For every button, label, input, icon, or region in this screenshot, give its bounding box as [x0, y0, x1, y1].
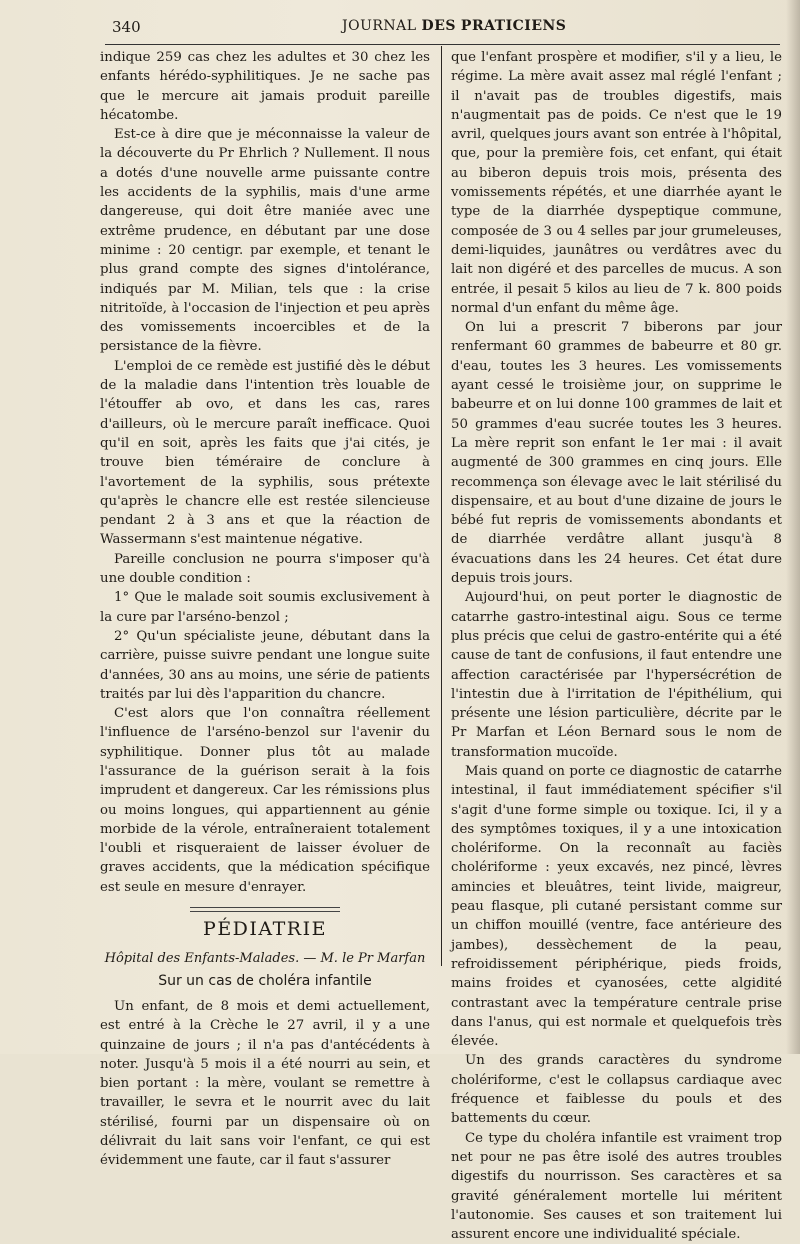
column-divider	[441, 46, 442, 966]
condition-item: 2° Qu'un spécialiste jeune, débutant dans la carrière, puisse suivre pendant une longue suite d'années, 30 ans au moins, une série de patients traités par lui dès l'apparition du chancre.	[100, 628, 430, 702]
page-edge-shadow	[786, 0, 800, 1054]
running-header	[112, 14, 772, 44]
article-title: Sur un cas de choléra infantile	[158, 972, 372, 989]
paragraph: On lui a prescrit 7 biberons par jour renfermant 60 grammes de babeurre et 80 gr. d'eau, toutes les 3 heures. Les vomissements ayant cessé le troisième jour, on supprime le babeurre et on lui donne 100 grammes de lait et 50 grammes d'eau sucrée toutes les 3 heures. La mère reprit son enfant le 1er mai : il avait augmenté de 300 grammes en cinq jours. Elle recommença son élevage avec le lait stérilisé du dispensaire, et au bout d'une dizaine de jours le bébé fut repris de vomissements abondants et de diarrhée verdâtre allant jusqu'à 8 évacuations dans les 24 heures. Cet état dure depuis trois jours.	[451, 320, 782, 587]
paragraph: Ce type du choléra infantile est vraiment trop net pour ne pas être isolé des autres troubles digestifs du nourrisson. Ses caractères et sa gravité généralement mortelle lui méritent l'autonomie. Ses causes et son traitement lui assurent encore une individualité spéciale.	[451, 1130, 782, 1243]
paragraph: C'est alors que l'on connaîtra réellement l'influence de l'arséno-benzol sur l'avenir du syphilitique. Donner plus tôt au malade l'assurance de la guérison serait à la fois imprudent et dangereux. Car les rémissions plus ou moins longues, qui appartiennent au génie morbide de la vérole, entraîneraient totalement l'oubli et risqueraient de laisser évoluer de graves accidents, que la médication spécifique est seule en mesure d'enrayer.	[100, 706, 430, 895]
section-title: PÉDIATRIE	[203, 918, 327, 941]
paragraph: Pareille conclusion ne pourra s'imposer qu'à une double condition :	[100, 551, 430, 587]
paragraph: L'emploi de ce remède est justifié dès le début de la maladie dans l'intention très louable de l'étouffer ab ovo, et dans les cas, rares d'ailleurs, où le mercure paraît inefficace. Quoi qu'il en soit, après les faits que j'ai cités, je trouve bien téméraire de conclure à l'avortement de la syphilis, sous prétexte qu'après le chancre elle est restée silencieuse pendant 2 à 3 ans et que la réaction de Wassermann s'est maintenue négative.	[100, 358, 430, 548]
page-number: 340	[112, 18, 141, 36]
paragraph: que l'enfant prospère et modifier, s'il y a lieu, le régime. La mère avait assez mal réglé l'enfant ; il n'avait pas de troubles digestifs, mais n'augmentait pas de poids. Ce n'est que le 19 avril, quelques jours avant son entrée à l'hôpital, que, pour la première fois, cet enfant, qui était au biberon depuis trois mois, présenta des vomissements répétés, et une diarrhée ayant le type de la diarrhée dyspeptique commune, composée de 3 ou 4 selles par jour grumeleuses, demi-liquides, jaunâtres ou verdâtres avec du lait non digéré et des parcelles de mucus. A son entrée, il pesait 5 kilos au lieu de 7 k. 800 poids normal d'un enfant du même âge.	[451, 50, 782, 316]
journal-title	[342, 18, 566, 34]
paragraph: Un enfant, de 8 mois et demi actuellement, est entré à la Crèche le 27 avril, il y a une quinzaine de jours ; il n'a pas d'antécédents à noter. Jusqu'à 5 mois il a été nourri au sein, et bien portant : la mère, voulant se remettre à travailler, le sevra et le nourrit avec du lait stérilisé, fourni par un dispensaire où on délivrait du lait sans voir l'enfant, ce qui est évidemment une faute, car il faut s'assurer	[100, 998, 430, 1169]
paragraph: Mais quand on porte ce diagnostic de catarrhe intestinal, il faut immédiatement spécifier s'il s'agit d'une forme simple ou toxique. Ici, il y a des symptômes toxiques, il y a une intoxication cholériforme. On la reconnaît au faciès cholériforme : yeux excavés, nez pincé, lèvres amincies et bleuâtres, teint livide, maigreur, peau flasque, pli cutané persistant comme sur un chiffon mouillé (ventre, face antérieure des jambes), dessèchement de la peau, refroidissement périphérique, pieds froids, mains froides et cyanosées, cette algidité contrastant avec la température centrale prise dans l'anus, qui est normale et quelquefois très élevée.	[451, 763, 782, 1050]
hospital-line: Hôpital des Enfants-Malades. — M. le Pr Marfan	[104, 951, 426, 967]
journal-title-suffix: PRATICIENS	[460, 18, 567, 34]
section-rule	[190, 907, 340, 912]
journal-title-mid: DES	[421, 18, 456, 34]
right-column	[451, 48, 782, 1244]
paragraph: indique 259 cas chez les adultes et 30 chez les enfants hérédo-syphilitiques. Je ne sache pas que le mercure ait jamais produit pareille hécatombe.	[100, 50, 430, 123]
paragraph: Un des grands caractères du syndrome cholériforme, c'est le collapsus cardiaque avec fréquence et faiblesse du pouls et des battements du cœur.	[451, 1053, 782, 1127]
header-rule	[105, 44, 780, 45]
paragraph: Aujourd'hui, on peut porter le diagnostic de catarrhe gastro-intestinal aigu. Sous ce terme plus précis que celui de gastro-entérite qui a été cause de tant de confusions, il faut entendre une affection caractérisée par l'hypersécrétion de l'intestin due à l'irritation de l'épithélium, qui présente une lésion particulière, décrite par le Pr Marfan et Léon Bernard sous le nom de transformation mucoïde.	[451, 590, 782, 760]
paragraph: Est-ce à dire que je méconnaisse la valeur de la découverte du Pr Ehrlich ? Nullement. Il nous a dotés d'une nouvelle arme puissante contre les accidents de la syphilis, mais d'une arme dangereuse, qui doit être maniée avec une extrême prudence, en débutant par une dose minime : 20 centigr. par exemple, et tenant le plus grand compte des signes d'intolérance, indiqués par M. Milian, tels que : la crise nitritoïde, à l'occasion de l'injection et peu après des vomissements incoercibles et de la persistance de la fièvre.	[100, 127, 430, 355]
left-column	[100, 48, 430, 1171]
condition-item: 1° Que le malade soit soumis exclusivement à la cure par l'arséno-benzol ;	[100, 590, 430, 625]
journal-title-prefix: JOURNAL	[342, 18, 417, 34]
